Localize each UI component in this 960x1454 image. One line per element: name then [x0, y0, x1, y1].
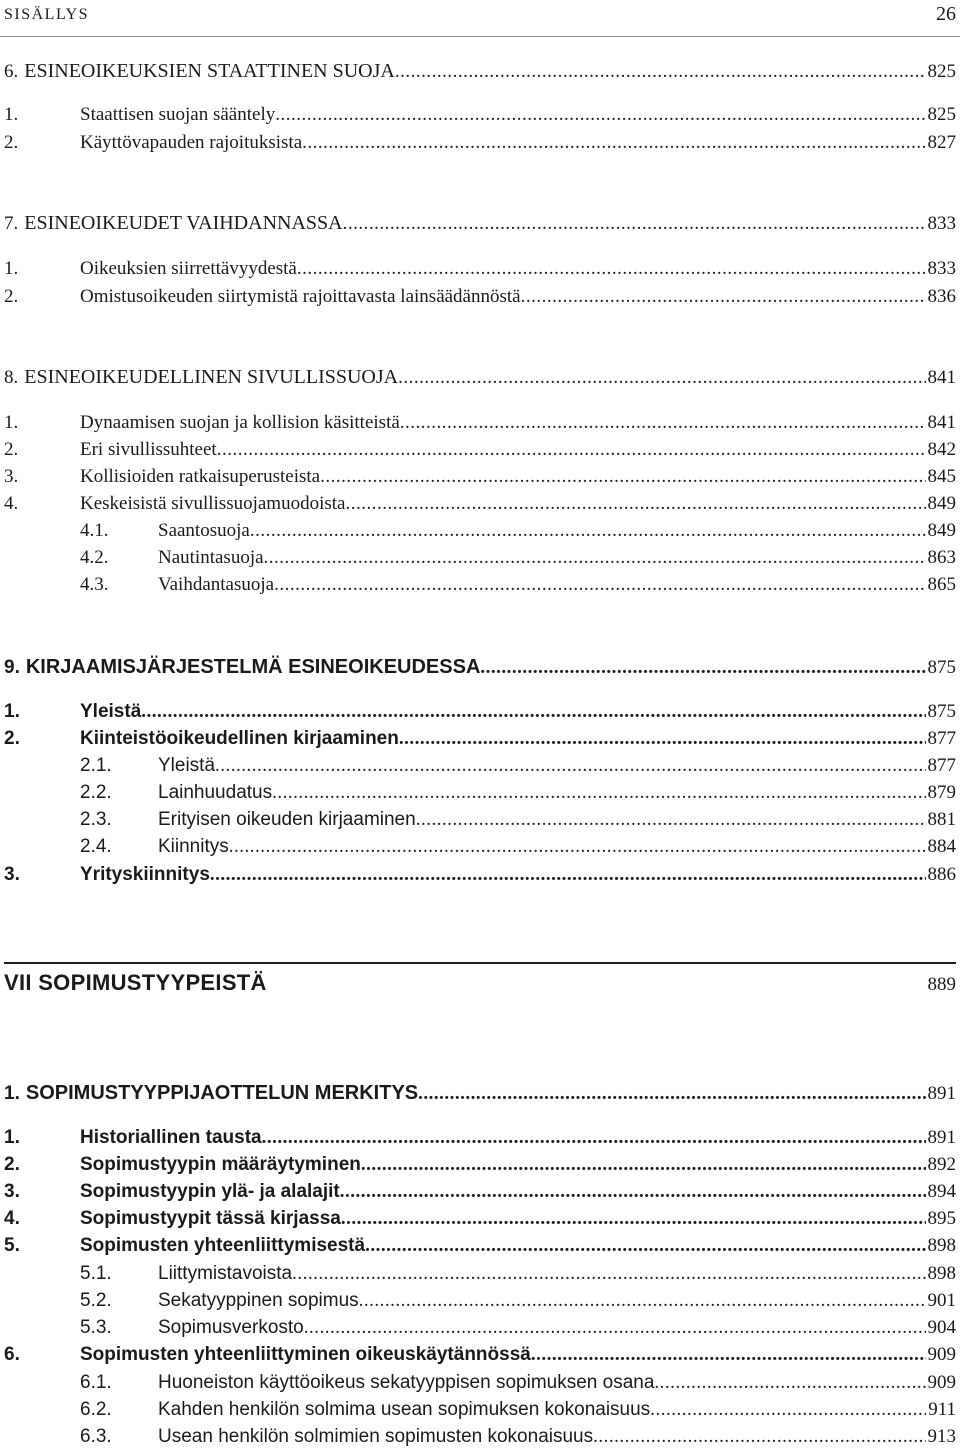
toc-entry-page: 879	[927, 782, 956, 803]
toc-entry-title: Oikeuksien siirrettävyydestä	[80, 258, 297, 279]
toc-entry-title: Sopimustyypin ylä- ja alalajit	[80, 1181, 340, 1202]
toc-entry-number: 5.1.	[80, 1263, 112, 1284]
toc-entry-number: 2.	[4, 132, 19, 153]
toc-subsection-entry	[4, 1370, 956, 1396]
toc-section-entry	[4, 1179, 956, 1205]
toc-dot-leader	[297, 256, 926, 282]
toc-entry-number: 6.	[4, 1344, 20, 1365]
toc-entry-number: 2.2.	[80, 782, 112, 803]
toc-dot-leader	[304, 1315, 926, 1341]
toc-entry-number: 1.	[4, 1083, 20, 1104]
toc-entry-title: Käyttövapauden rajoituksista	[80, 132, 303, 153]
toc-dot-leader	[398, 365, 925, 391]
toc-dot-leader	[302, 130, 925, 156]
toc-entry-page: 833	[927, 258, 956, 279]
part-page: 889	[927, 974, 956, 995]
toc-section-entry	[4, 1125, 956, 1151]
toc-entry-number: 3.	[4, 1181, 20, 1202]
toc-entry-title: ESINEOIKEUKSIEN STAATTINEN SUOJA	[24, 60, 395, 82]
toc-subsection-entry	[4, 780, 956, 806]
toc-section-entry	[4, 130, 956, 156]
toc-entry-number: 2.	[4, 728, 20, 749]
toc-entry-title: Saantosuoja	[158, 520, 250, 541]
toc-dot-leader	[531, 1342, 926, 1368]
toc-entry-title: Sopimustyypin määräytyminen	[80, 1154, 361, 1175]
toc-entry-number: 2.3.	[80, 809, 112, 830]
toc-entry-title: SOPIMUSTYYPPIJAOTTELUN MERKITYS	[25, 1082, 419, 1104]
toc-dot-leader	[399, 726, 926, 752]
toc-section-entry	[4, 491, 956, 517]
toc-section-entry	[4, 256, 956, 282]
toc-section-entry	[4, 284, 956, 310]
toc-subsection-entry	[4, 753, 956, 779]
toc-entry-page: 875	[927, 657, 956, 678]
toc-entry-page: 865	[927, 574, 956, 595]
toc-entry-title: KIRJAAMISJÄRJESTELMÄ ESINEOIKEUDESSA	[25, 656, 481, 678]
toc-section-entry	[4, 699, 956, 725]
toc-entry-number: 1.	[4, 701, 20, 722]
toc-entry-number: 2.	[4, 439, 19, 460]
toc-entry-number: 4.	[4, 1208, 20, 1229]
toc-entry-number: 2.	[4, 286, 19, 307]
part-heading	[4, 970, 956, 1000]
toc-entry-number: 6.3.	[80, 1426, 112, 1447]
toc-chapter-entry	[4, 210, 956, 236]
running-header	[0, 0, 960, 37]
toc-entry-number: 4.	[4, 493, 19, 514]
toc-dot-leader	[262, 1125, 926, 1151]
toc-entry-number: 3.	[4, 466, 19, 487]
toc-dot-leader	[250, 518, 926, 544]
toc-entry-page: 842	[927, 439, 956, 460]
toc-entry-number: 2.1.	[80, 755, 112, 776]
toc-entry-title: Kiinteistöoikeudellinen kirjaaminen	[80, 728, 399, 749]
toc-entry-page: 911	[928, 1399, 956, 1420]
toc-dot-leader	[264, 545, 926, 571]
toc-entry-number: 4.1.	[80, 520, 109, 541]
toc-chapter-entry	[4, 58, 956, 84]
toc-entry-title: Sopimusten yhteenliittymisestä	[80, 1235, 366, 1256]
toc-entry-page: 849	[927, 493, 956, 514]
toc-entry-title: Yrityskiinnitys	[80, 864, 210, 885]
toc-section-entry	[4, 726, 956, 752]
toc-section-entry	[4, 1152, 956, 1178]
toc-entry-title: Sopimustyypit tässä kirjassa	[80, 1208, 341, 1229]
toc-dot-leader	[274, 572, 925, 598]
toc-dot-leader	[210, 862, 926, 888]
toc-subsection-entry	[4, 834, 956, 860]
toc-dot-leader	[418, 1081, 925, 1107]
toc-entry-page: 845	[927, 466, 956, 487]
part-divider	[4, 962, 956, 964]
toc-entry-number: 5.2.	[80, 1290, 112, 1311]
toc-entry-number: 4.3.	[80, 574, 109, 595]
toc-section-entry	[4, 1342, 956, 1368]
toc-entry-page: 909	[927, 1344, 956, 1365]
toc-section-entry	[4, 437, 956, 463]
toc-subsection-entry	[4, 518, 956, 544]
toc-entry-title: Yleistä	[80, 701, 142, 722]
toc-entry-page: 891	[927, 1083, 956, 1104]
part-title: VII SOPIMUSTYYPEISTÄ	[4, 970, 267, 995]
toc-entry-number: 6.2.	[80, 1399, 112, 1420]
toc-entry-title: Yleistä	[158, 755, 216, 776]
toc-entry-page: 884	[927, 836, 956, 857]
toc-entry-title: Erityisen oikeuden kirjaaminen	[158, 809, 416, 830]
toc-dot-leader	[320, 464, 925, 490]
toc-chapter-entry	[4, 654, 956, 680]
toc-entry-title: Eri sivullissuhteet	[80, 439, 217, 460]
toc-entry-page: 841	[927, 412, 956, 433]
toc-dot-leader	[215, 753, 925, 779]
toc-entry-page: 863	[927, 547, 956, 568]
toc-entry-page: 849	[927, 520, 956, 541]
toc-entry-page: 909	[927, 1372, 956, 1393]
toc-entry-number: 5.3.	[80, 1317, 112, 1338]
toc-entry-page: 898	[927, 1263, 956, 1284]
toc-subsection-entry	[4, 1397, 956, 1423]
toc-entry-number: 1.	[4, 412, 19, 433]
toc-section-entry	[4, 464, 956, 490]
toc-chapter-entry	[4, 1080, 956, 1106]
toc-dot-leader	[416, 807, 926, 833]
toc-entry-title: ESINEOIKEUDET VAIHDANNASSA	[24, 212, 343, 234]
toc-entry-number: 8.	[4, 367, 19, 388]
toc-dot-leader	[361, 1152, 926, 1178]
toc-entry-page: 825	[927, 104, 956, 125]
toc-entry-number: 4.2.	[80, 547, 109, 568]
toc-entry-number: 2.4.	[80, 836, 112, 857]
toc-entry-page: 891	[927, 1127, 956, 1148]
toc-entry-page: 836	[927, 286, 956, 307]
toc-entry-page: 825	[927, 61, 956, 82]
toc-entry-page: 904	[927, 1317, 956, 1338]
toc-entry-title: Sopimusverkosto	[158, 1317, 304, 1338]
toc-dot-leader	[292, 1261, 925, 1287]
toc-entry-title: Huoneiston käyttöoikeus sekatyyppisen sopimuksen osana	[158, 1372, 655, 1393]
toc-dot-leader	[217, 437, 926, 463]
toc-entry-title: Keskeisistä sivullissuojamuodoista	[80, 493, 346, 514]
toc-entry-title: Kahden henkilön solmima usean sopimuksen kokonaisuus	[158, 1399, 651, 1420]
toc-section-entry	[4, 102, 956, 128]
toc-section-entry	[4, 1233, 956, 1259]
toc-entry-page: 827	[927, 132, 956, 153]
toc-subsection-entry	[4, 1315, 956, 1341]
toc-section-entry	[4, 1206, 956, 1232]
toc-dot-leader	[229, 834, 926, 860]
toc-entry-title: Staattisen suojan sääntely	[80, 104, 276, 125]
toc-dot-leader	[359, 1288, 926, 1314]
running-header-title: SISÄLLYS	[4, 6, 90, 23]
toc-subsection-entry	[4, 572, 956, 598]
toc-entry-title: Kiinnitys	[158, 836, 229, 857]
toc-dot-leader	[365, 1233, 925, 1259]
toc-entry-number: 1.	[4, 104, 19, 125]
toc-subsection-entry	[4, 1261, 956, 1287]
toc-entry-page: 833	[927, 213, 956, 234]
toc-entry-number: 1.	[4, 258, 19, 279]
toc-entry-page: 913	[927, 1426, 956, 1447]
toc-entry-page: 894	[927, 1181, 956, 1202]
toc-subsection-entry	[4, 545, 956, 571]
toc-entry-title: ESINEOIKEUDELLINEN SIVULLISSUOJA	[24, 366, 399, 388]
toc-dot-leader	[275, 102, 925, 128]
toc-dot-leader	[521, 284, 926, 310]
toc-entry-title: Liittymistavoista	[158, 1263, 293, 1284]
toc-entry-title: Nautintasuoja	[158, 547, 264, 568]
toc-entry-page: 877	[927, 728, 956, 749]
toc-dot-leader	[345, 491, 925, 517]
toc-dot-leader	[654, 1370, 925, 1396]
toc-entry-number: 2.	[4, 1154, 20, 1175]
toc-entry-title: Dynaamisen suojan ja kollision käsitteistä	[80, 412, 400, 433]
toc-subsection-entry	[4, 807, 956, 833]
toc-entry-title: Sekatyyppinen sopimus	[158, 1290, 359, 1311]
toc-chapter-entry	[4, 364, 956, 390]
toc-entry-number: 3.	[4, 864, 20, 885]
toc-dot-leader	[480, 655, 925, 681]
toc-entry-title: Usean henkilön solmimien sopimusten kokonaisuus	[158, 1426, 594, 1447]
toc-dot-leader	[141, 699, 925, 725]
toc-entry-number: 1.	[4, 1127, 20, 1148]
toc-entry-title: Vaihdantasuoja	[158, 574, 275, 595]
toc-entry-number: 5.	[4, 1235, 20, 1256]
toc-dot-leader	[400, 410, 926, 436]
toc-dot-leader	[341, 1206, 926, 1232]
toc-entry-number: 6.1.	[80, 1372, 112, 1393]
toc-dot-leader	[272, 780, 925, 806]
toc-entry-title: Lainhuudatus	[158, 782, 273, 803]
toc-entry-page: 901	[927, 1290, 956, 1311]
toc-dot-leader	[343, 211, 926, 237]
toc-entry-number: 9.	[4, 657, 20, 678]
toc-entry-page: 875	[927, 701, 956, 722]
toc-entry-page: 877	[927, 755, 956, 776]
toc-subsection-entry	[4, 1424, 956, 1450]
page-number: 26	[936, 3, 956, 25]
toc-section-entry	[4, 862, 956, 888]
toc-entry-number: 7.	[4, 213, 19, 234]
toc-entry-page: 881	[927, 809, 956, 830]
toc-dot-leader	[593, 1424, 925, 1450]
toc-entry-page: 895	[927, 1208, 956, 1229]
toc-dot-leader	[650, 1397, 926, 1423]
toc-section-entry	[4, 410, 956, 436]
toc-entry-number: 6.	[4, 61, 19, 82]
toc-entry-page: 841	[927, 367, 956, 388]
toc-subsection-entry	[4, 1288, 956, 1314]
toc-dot-leader	[340, 1179, 926, 1205]
toc-entry-page: 892	[927, 1154, 956, 1175]
toc-entry-title: Omistusoikeuden siirtymistä rajoittavasta lainsäädännöstä	[80, 286, 521, 307]
toc-entry-page: 886	[927, 864, 956, 885]
toc-entry-title: Sopimusten yhteenliittyminen oikeuskäytännössä	[80, 1344, 531, 1365]
toc-dot-leader	[395, 59, 926, 85]
toc-entry-page: 898	[927, 1235, 956, 1256]
toc-entry-title: Kollisioiden ratkaisuperusteista	[80, 466, 321, 487]
toc-entry-title: Historiallinen tausta	[80, 1127, 262, 1148]
